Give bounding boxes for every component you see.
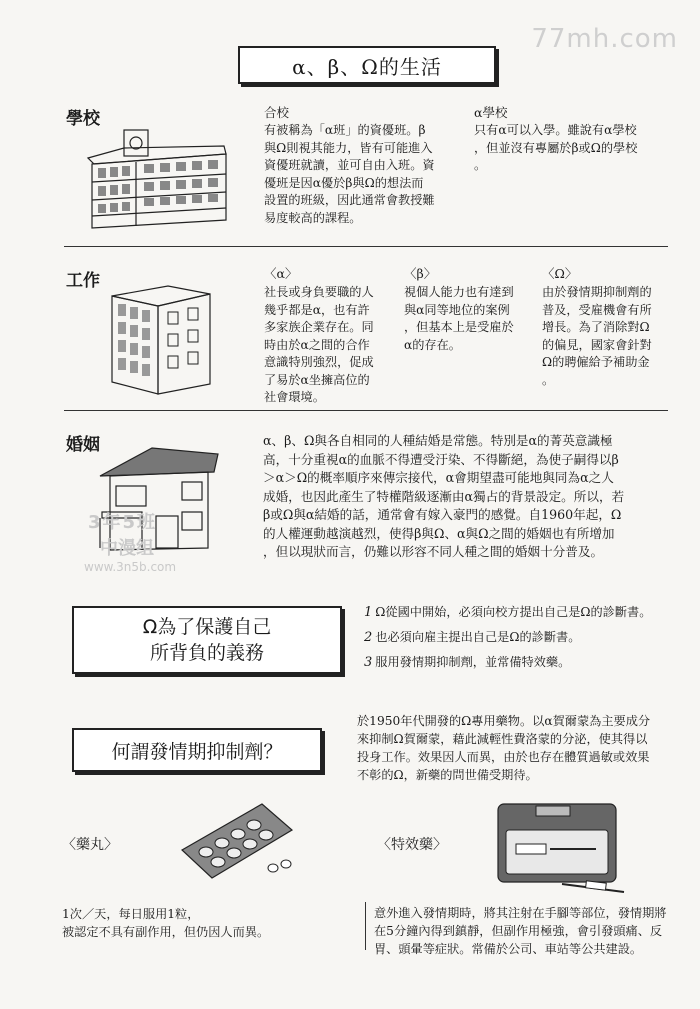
work-alpha-title: 〈α〉: [264, 266, 298, 281]
duties-title-line2: 所背負的義務: [149, 642, 264, 664]
school-alpha-text: 只有α可以入學。雖說有α學校 ，但並沒有專屬於β或Ω的學校 。: [474, 123, 638, 172]
list-item: 3 服用發情期抑制劑，並常備特效藥。: [364, 655, 571, 670]
marriage-heading: 婚姻: [66, 435, 100, 455]
school-coed-text: 有被稱為「α班」的資優班。β 與Ω則視其能力，皆有可能進入 資優班就讀，並可自由入班。資 優班是因α優於β與Ω的想法而 設置的班級，因此通常會教授難 易度較高的課程。: [264, 123, 435, 225]
divider: [64, 246, 668, 247]
suppressant-text: 於1950年代開發的Ω專用藥物。以α賀爾蒙為主要成分 來抑制Ω賀爾蒙，藉此減輕性費洛蒙的分泌，使其得以 投身工作。效果因人而異，由於也存在體質過敏或效果 不彰的Ω，新藥的問世備受期待。: [357, 714, 651, 782]
divider: [365, 902, 366, 950]
page-title: α、β、Ω的生活: [238, 46, 496, 84]
loose-pills-icon: [266, 856, 296, 876]
school-building-illustration: [84, 124, 232, 236]
work-omega-text: 由於發情期抑制劑的 普及，受雇機會有所 增長。為了消除對Ω 的偏見，國家會針對 Ω的聘僱給予補助金 。: [542, 285, 652, 387]
work-heading: 工作: [66, 271, 100, 291]
duties-list: [364, 604, 684, 671]
pill-text: 1次／天，每日服用1粒， 被認定不具有副作用，但仍因人而異。: [62, 907, 270, 939]
school-alpha-title: α學校: [474, 105, 508, 120]
work-beta-text: 視個人能力也有達到 與α同等地位的案例 ，但基本上是受雇於 α的存在。: [404, 285, 514, 352]
marriage-text: α、β、Ω與各自相同的人種結婚是常態。特別是α的菁英意識極 高，十分重視α的血脈不得遭受汙染、不得斷絕，為使子嗣得以β ＞α＞Ω的概率順序來傳宗接代，α會期望盡可能地與同為α之人 成婚，也因此產生了特權階級逐漸由α獨占的背景設定。所以，若 β或Ω與α結婚的話，通常會有嫁入豪門的感覺。自1960年起，Ω 的人權運動越演越烈，使得β與Ω、α與Ω之間的婚姻也有所增加 ，但以現狀而言，仍難以形容不同人種之間的婚姻十分普及。: [263, 433, 625, 559]
list-item: 2 也必須向雇主提出自己是Ω的診斷書。: [364, 630, 581, 645]
duties-title-line1: Ω為了保護自己: [142, 616, 272, 638]
divider: [64, 410, 668, 411]
injection-kit-illustration: [492, 800, 628, 896]
work-beta-title: 〈β〉: [404, 266, 437, 281]
special-text: 意外進入發情期時，將其注射在手腳等部位，發情期將 在5分鐘內得到鎮靜，但副作用極強，會引發頭痛、反 胃、頭暈等症狀。常備於公司、車站等公共建設。: [374, 906, 667, 956]
office-building-illustration: [106, 282, 216, 398]
school-coed-title: 合校: [264, 105, 290, 120]
watermark-logo: 3年5班 中漫组 www.3n5b.com: [84, 512, 177, 574]
school-heading: 學校: [66, 109, 100, 129]
duties-title-box: [72, 606, 342, 674]
suppressant-title: 何謂發情期抑制劑？: [111, 740, 283, 763]
work-omega-title: 〈Ω〉: [542, 266, 578, 281]
watermark-text: 77mh.com: [531, 24, 678, 54]
pill-heading: 〈藥丸〉: [62, 837, 118, 853]
special-heading: 〈特效藥〉: [377, 837, 447, 853]
list-item: 1 Ω從國中開始，必須向校方提出自己是Ω的診斷書。: [364, 605, 652, 620]
work-alpha-text: 社長或身負要職的人 幾乎都是α，也有許 多家族企業存在。同 時由於α之間的合作 意識特別強烈，促成 了易於α坐擁高位的 社會環境。: [264, 285, 374, 404]
suppressant-title-box: [72, 728, 322, 772]
